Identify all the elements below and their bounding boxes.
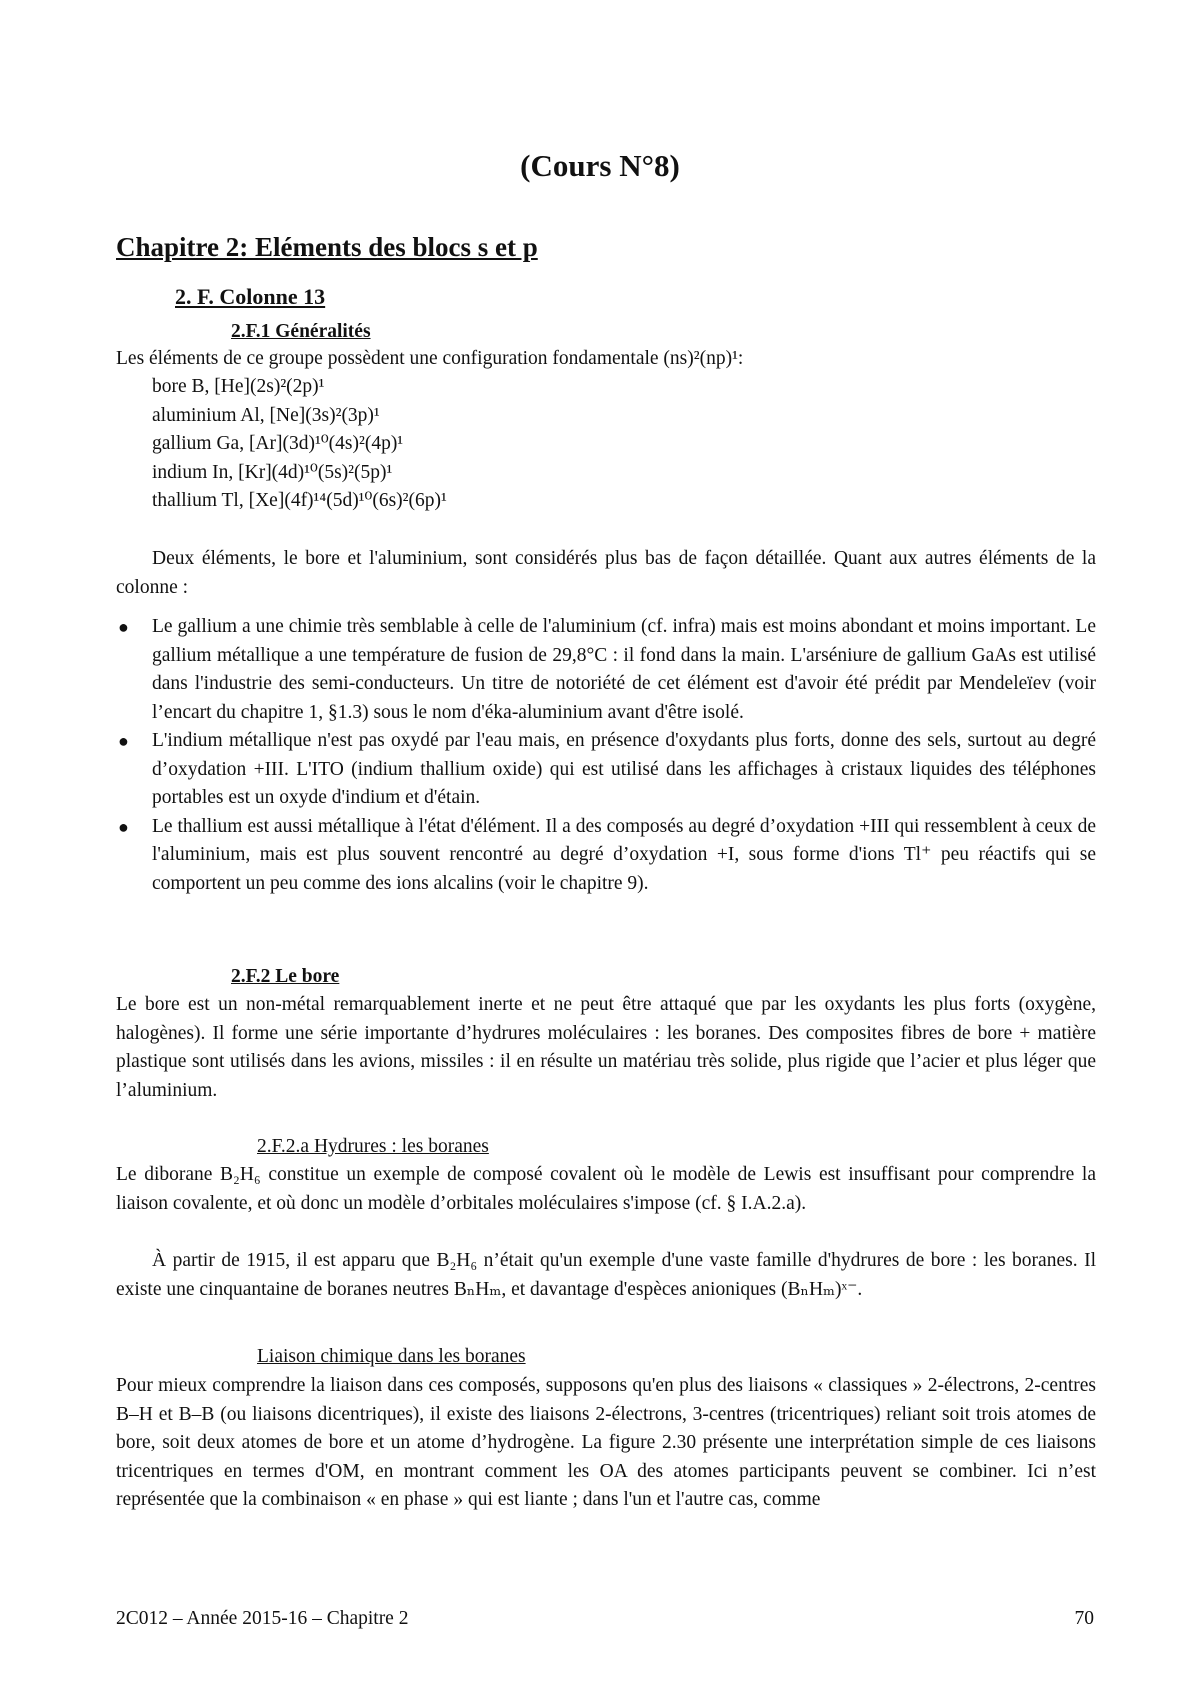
element-configuration: bore B, [He](2s)²(2p)¹ xyxy=(152,376,325,397)
hydrures-heading: 2.F.2.a Hydrures : les boranes xyxy=(257,1136,489,1157)
bullet-item-indium xyxy=(116,727,1096,813)
liaison-paragraph: Pour mieux comprendre la liaison dans ces composés, supposons qu'en plus des liaisons « classiques » 2-électrons, 2-centres B–H et B–B (ou liaisons dicentriques), il existe des liaisons 2-électrons, 3-centres (tricentriques) reliant soit trois atomes de bore, soit deux atomes de bore et un atome d’hydrogène. La figure 2.30 présente une interprétation simple de ces liaisons tricentriques en termes d'OM, en montrant comment les OA des atomes participants peuvent se combiner. Ici n’est représentée que la combinaison « en phase » qui est liante ; dans l'un et l'autre cas, comme xyxy=(116,1375,1096,1510)
bore-paragraph: Le bore est un non-métal remarquablement inerte et ne peut être attaqué que par les oxydants les plus forts (oxygène, halogènes). Il forme une série importante d’hydrures moléculaires : les boranes. Des composites fibres de bore + matière plastique sont utilisés dans les avions, missiles : il en résulte un matériau très solide, plus rigide que l’acier et plus léger que l’aluminium. xyxy=(116,994,1096,1101)
bullet-dot: ● xyxy=(118,816,129,837)
hydrures-paragraph-2: À partir de 1915, il est apparu que B₂H₆ n’était qu'un exemple d'une vaste famille d'hydrures de bore : les boranes. Il existe une cinquantaine de boranes neutres BₙHₘ, et davantage d'espèces anioniques (BₙHₘ)ˣ⁻. xyxy=(116,1250,1096,1300)
liaison-heading: Liaison chimique dans les boranes xyxy=(257,1346,526,1367)
element-configuration: thallium Tl, [Xe](4f)¹⁴(5d)¹⁰(6s)²(6p)¹ xyxy=(152,490,447,511)
bullet-text: L'indium métallique n'est pas oxydé par l'eau mais, en présence d'oxydants plus forts, donne des sels, surtout au degré d’oxydation +III. L'ITO (indium thallium oxide) qui est utilisé dans les affichages à cristaux liquides des téléphones portables est un oxyde d'indium et d'étain. xyxy=(152,730,1096,808)
cours-title: (Cours N°8) xyxy=(520,148,680,183)
bore-heading: 2.F.2 Le bore xyxy=(231,966,340,987)
page-number: 70 xyxy=(1074,1608,1094,1629)
bullet-text: Le gallium a une chimie très semblable à celle de l'aluminium (cf. infra) mais est moins abondant et moins important. Le gallium métallique a une température de fusion de 29,8°C : il fond dans la main. L'arséniure de gallium GaAs est utilisé dans l'industrie des semi-conducteurs. Un titre de notoriété de cet élément est d'avoir été prédit par Mendeleïev (voir l’encart du chapitre 1, §1.3) sous le nom d'éka-aluminium avant d'être isolé. xyxy=(152,616,1096,723)
bullet-item-thallium xyxy=(116,813,1096,899)
bullet-item-gallium xyxy=(116,613,1096,727)
bullet-dot: ● xyxy=(118,617,129,637)
footer-course-info: 2C012 – Année 2015-16 – Chapitre 2 xyxy=(116,1608,409,1629)
generalites-heading: 2.F.1 Généralités xyxy=(231,321,371,342)
generalites-intro: Les éléments de ce groupe possèdent une configuration fondamentale (ns)²(np)¹: xyxy=(116,348,744,369)
section-title: 2. F. Colonne 13 xyxy=(175,284,326,309)
generalites-paragraph: Deux éléments, le bore et l'aluminium, sont considérés plus bas de façon détaillée. Quant aux autres éléments de la colonne : xyxy=(116,548,1096,598)
elements-bullet-list xyxy=(116,613,1096,898)
bullet-text: Le thallium est aussi métallique à l'état d'élément. Il a des composés au degré d’oxydation +III qui ressemblent à ceux de l'aluminium, mais est plus souvent rencontré au degré d’oxydation +I, sous forme d'ions Tl⁺ peu réactifs qui se comportent un peu comme des ions alcalins (voir le chapitre 9). xyxy=(152,815,1096,894)
element-configuration: aluminium Al, [Ne](3s)²(3p)¹ xyxy=(152,404,380,426)
element-configuration: indium In, [Kr](4d)¹⁰(5s)²(5p)¹ xyxy=(152,461,393,483)
element-configuration: gallium Ga, [Ar](3d)¹⁰(4s)²(4p)¹ xyxy=(152,433,404,454)
element-configurations-list xyxy=(152,373,447,516)
chapter-title: Chapitre 2: Eléments des blocs s et p xyxy=(116,232,538,262)
bullet-dot: ● xyxy=(118,731,129,751)
hydrures-paragraph-1: Le diborane B₂H₆ constitue un exemple de composé covalent où le modèle de Lewis est insuffisant pour comprendre la liaison covalente, et où donc un modèle d’orbitales moléculaires s'impose (cf. § I.A.2.a). xyxy=(116,1164,1096,1214)
